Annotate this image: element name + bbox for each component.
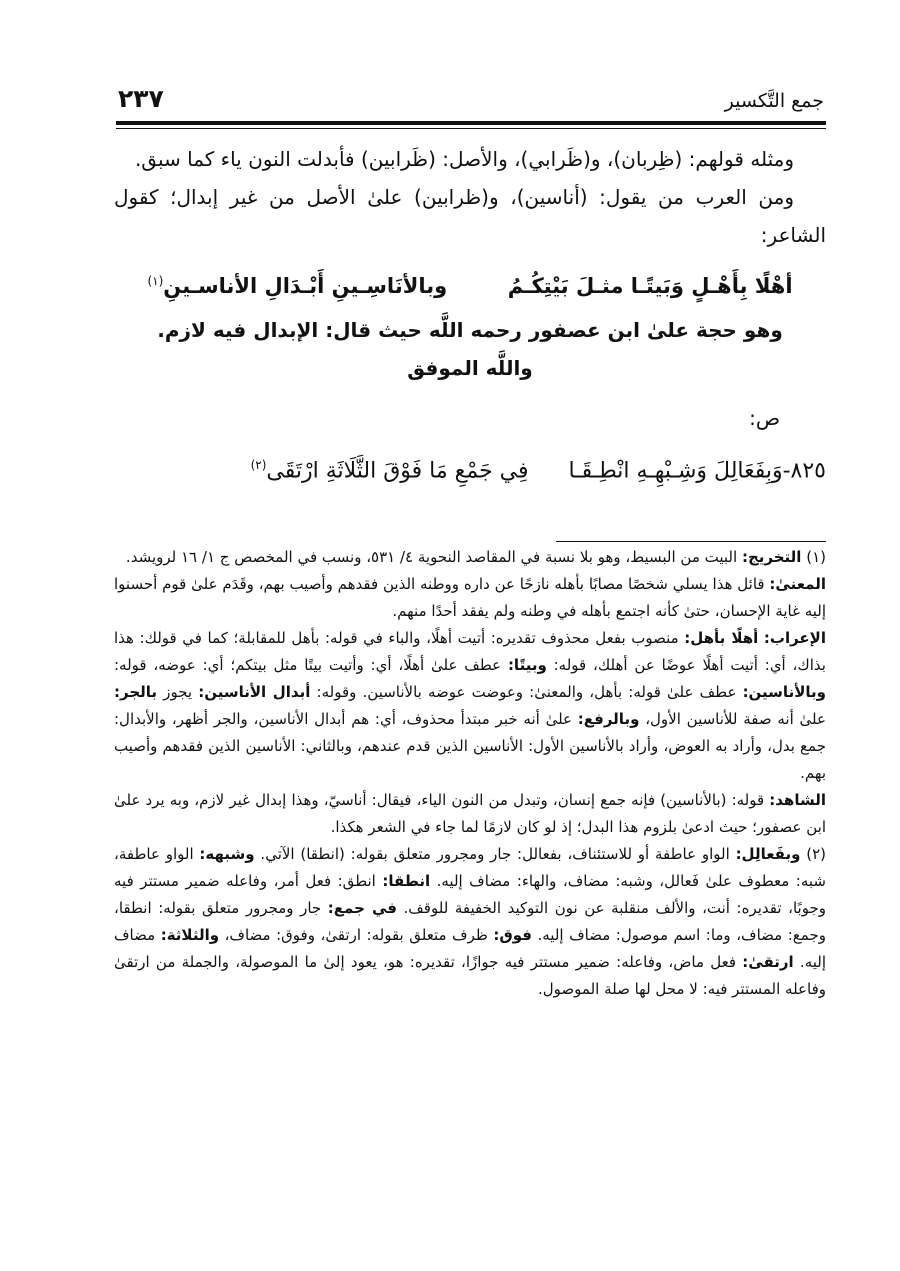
argument-line: وهو حجة علىٰ ابن عصفور رحمه اللَّه حيث قال: الإبدال فيه لازم. [157,318,783,342]
alfiya-verse-number: ٨٢٥- [782,458,826,484]
footnote-1-irab: الإعراب: أهلًا بأهل: منصوب بفعل محذوف تقديره: أتيت أهلًا، والباء في قوله: بأهل للمقابلة؛ كما في قولك: هذا بذاك، أي: أتيت أهلًا عوضًا عن أهلك، قوله: وبيتًا: عطف علىٰ أهلًا، أي: وأتيت بيتًا مثل بيتكم؛ أي: عوضه، قوله: وبالأناسين: عطف علىٰ قوله: بأهل، والمعنىٰ: وعوضت عوضه بالأناسين. وقوله: أبدال الأناسين: يجوز بالجر: علىٰ أنه صفة للأناسين الأول، وبالرفع: علىٰ أنه خبر مبتدأ محذوف، أي: هم أبدال الأناسين، والجر أظهر، والأبدال: جمع بدل، وأراد به العوض، وأراد بالأناسين الأول: الأناسين الذين قدم عندهم، وبالثاني: الأناسين الذين فقدهم وأصيب بهم. [114,629,826,782]
page-header [118,82,824,116]
footnote-marker-2[interactable]: (٢) [250,458,267,472]
header-rule-thick [116,121,826,125]
footnote-1-meaning: المعنىٰ: قائل هذا يسلي شخصًا مصابًا بأهله نازحًا عن داره ووطنه الذين فقدهم وأصيب بهم، وقَدَم علىٰ قوم أحسنوا إليه غاية الإحسان، حتىٰ كأنه اجتمع بأهله في وطنه ولم يفقد أحدًا منهم. [114,575,826,620]
header-rule-thin [116,128,826,129]
footnote-2-irab: (٢) وبفَعالِل: الواو عاطفة أو للاستئناف، بفعالل: جار ومجرور متعلق بقوله: (انطقا) الآتي. وشبهه: الواو عاطفة، شبه: معطوف علىٰ فَعالل، وشبه: مضاف، والهاء: مضاف إليه. انطقا: انطق: فعل أمر، وفاعله ضمير مستتر فيه وجوبًا، تقديره: أنت، والألف منقلبة عن نون التوكيد الخفيفة للوقف. في جمع: جار ومجرور متعلق بقوله: انطقا، وجمع: مضاف، وما: اسم موصول: مضاف إليه. فوق: ظرف متعلق بقوله: ارتقىٰ، وفوق: مضاف، والثلاثة: مضاف إليه. ارتقىٰ: فعل ماض، وفاعله: ضمير مستتر فيه جوازًا، تقديره: هو، يعود إلىٰ ما الموصولة، والجملة من ارتقىٰ وفاعله المستتر فيه: لا محل لها صلة الموصول. [114,845,827,998]
poetry-verse [114,260,826,307]
closing-line: واللَّه الموفق [407,356,533,380]
footnotes [114,544,826,1003]
footnote-marker-1[interactable]: (١) [147,274,164,288]
footnote-1-shahid: الشاهد: قوله: (بالأناسين) فإنه جمع إنسان، وتبدل من النون الياء، فيقال: أناسيّ، وهذا إبدال غير لازم، وبه يرد علىٰ ابن عصفور؛ حيث ادعىٰ بلزوم هذا البدل؛ إذ لو كان لازمًا لما جاء في الشعر هكذا. [114,791,826,836]
alfiya-verse [114,443,826,493]
main-text [114,140,826,493]
paragraph-example: ومثله قولهم: (ظِربان)، و(ظَرابي)، والأصل: (ظَرابين) فأبدلت النون ياء كما سبق. [134,147,794,171]
verse-hemistich-second-text: وبالأنَاسِـينِ أَبْـدَالِ الأناسـينِ [163,274,448,298]
paragraph-arab-usage: ومن العرب من يقول: (أناسين)، و(ظرابين) علىٰ الأصل من غير إبدال؛ كقول الشاعر: [114,185,826,247]
page-number: ٢٣٧ [118,84,164,113]
text-label-sad: ص: [749,406,780,430]
footnote-1-takhrij: (١) التخريج: البيت من البسيط، وهو بلا نسبة في المقاصد النحوية ٤/ ٥٣١، ونسب في المخصص ج ١/ ١٦ لرويشد. [125,548,826,566]
alfiya-hemistich-second: فِي جَمْعِ مَا فَوْقَ الثَّلَاثَةِ ارْتَقَى [266,458,529,484]
alfiya-hemistich-first: وَبِفَعَالِلَ وَشِـبْهِـهِ انْطِـقَـا [568,458,783,484]
running-title: جمع التَّكسير [724,90,824,112]
verse-hemistich-second [147,260,447,307]
verse-hemistich-first: أهْلًا بِأَهْـلٍ وَبَيتًـا مثـلَ بَيْتِكُـمُ [507,274,793,298]
footnote-separator [556,541,826,542]
